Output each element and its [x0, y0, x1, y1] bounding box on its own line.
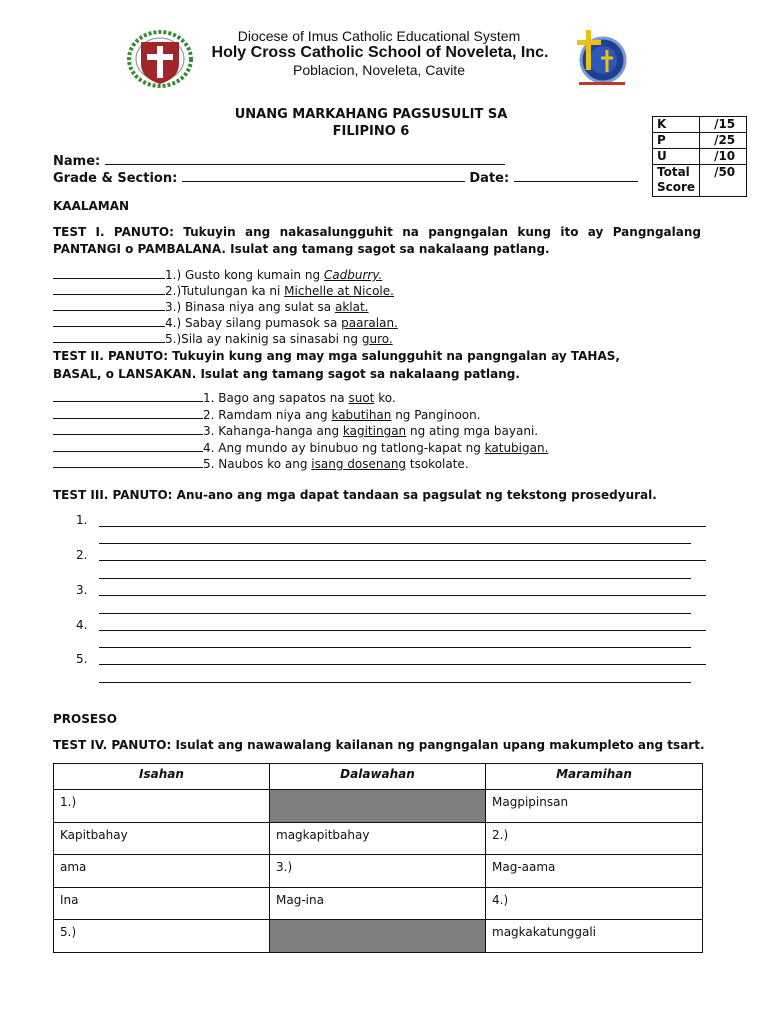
list-item [53, 316, 398, 332]
answer-blank[interactable] [53, 300, 165, 311]
table-cell[interactable]: 4.) [486, 887, 703, 920]
item-text: ng ating mga bayani. [406, 424, 539, 438]
score-label: K [653, 117, 700, 133]
test3-number: 4. [76, 618, 88, 632]
answer-blank[interactable] [53, 391, 203, 402]
score-table [652, 116, 747, 197]
score-row-total [653, 165, 747, 197]
item-text: 2. Ramdam niya ang [203, 407, 332, 422]
answer-line[interactable] [99, 565, 691, 579]
column-header-maramihan: Maramihan [486, 764, 703, 790]
answer-blank[interactable] [53, 441, 203, 452]
test2-items [53, 391, 548, 474]
table-cell[interactable]: 5.) [54, 920, 270, 953]
table-cell: Magpipinsan [486, 790, 703, 823]
answer-line[interactable] [99, 530, 691, 544]
table-cell: ama [54, 855, 270, 888]
chart-header-row [54, 764, 703, 790]
column-header-isahan: Isahan [54, 764, 270, 790]
exam-title-line1: UNANG MARKAHANG PAGSUSULIT SA [234, 107, 508, 122]
list-item [53, 424, 548, 441]
underlined-noun: guro. [361, 332, 393, 346]
test1-instruction: TEST I. PANUTO: Tukuyin ang nakasalungguhit na pangngalan kung ito ay Pangngalang PANTANGI o PAMBALANA. Isulat ang tamang sagot sa nakalaang patlang. [53, 225, 701, 256]
name-label: Name: [53, 154, 101, 169]
test1-items [53, 268, 398, 348]
list-item [53, 391, 548, 408]
table-cell: Kapitbahay [54, 822, 270, 855]
underlined-noun: isang dosenang [311, 457, 407, 471]
score-row-k [653, 117, 747, 133]
grade-section-label: Grade & Section: [53, 171, 178, 186]
score-value: /50 [700, 165, 747, 197]
item-text: 5.)Sila ay nakinig sa sinasabi ng [165, 332, 362, 346]
table-row [54, 887, 703, 920]
table-cell[interactable]: 1.) [54, 790, 270, 823]
answer-line[interactable] [99, 651, 706, 665]
test3-instruction: TEST III. PANUTO: Anu-ano ang mga dapat tandaan sa pagsulat ng tekstong prosedyural. [53, 488, 657, 502]
shaded-cell [270, 790, 486, 823]
shaded-cell [270, 920, 486, 953]
table-row [54, 920, 703, 953]
date-label: Date: [469, 171, 510, 186]
grade-row [53, 171, 638, 186]
underlined-noun: aklat. [334, 300, 369, 314]
answer-line[interactable] [99, 547, 706, 561]
table-cell: Mag-aama [486, 855, 703, 888]
section-kaalaman: KAALAMAN [53, 199, 130, 213]
answer-blank[interactable] [53, 268, 165, 279]
score-label: Total Score [653, 165, 700, 197]
item-text: 1.) Gusto kong kumain ng [165, 268, 324, 282]
underlined-noun: Michelle at Nicole. [284, 284, 394, 298]
underlined-noun: kabutihan [331, 407, 392, 422]
answer-blank[interactable] [53, 424, 203, 435]
score-value: /15 [700, 117, 747, 133]
test3-number: 2. [76, 548, 88, 562]
section-proseso: PROSESO [53, 712, 117, 726]
answer-line[interactable] [99, 513, 706, 527]
answer-line[interactable] [99, 669, 691, 683]
diocese-name: Diocese of Imus Catholic Educational System [237, 28, 521, 44]
table-cell[interactable]: 3.) [270, 855, 486, 888]
test3-number: 1. [76, 513, 88, 527]
column-header-dalawahan: Dalawahan [270, 764, 486, 790]
table-row [54, 822, 703, 855]
answer-line[interactable] [99, 617, 706, 631]
date-field[interactable] [514, 171, 638, 182]
list-item [53, 284, 398, 300]
table-cell: magkakatunggali [486, 920, 703, 953]
item-text: 2.)Tutulungan ka ni [165, 284, 285, 298]
item-text: 1. Bago ang sapatos na [203, 391, 349, 405]
score-label: P [653, 133, 700, 149]
exam-title-line2: FILIPINO 6 [332, 124, 410, 139]
score-row-p [653, 133, 747, 149]
school-address: Poblacion, Noveleta, Cavite [293, 62, 465, 78]
underlined-noun: katubigan. [484, 440, 549, 455]
test2-instruction: TEST II. PANUTO: Tukuyin kung ang may mga salungguhit na pangngalan ay TAHAS, BASAL, o LANSAKAN. Isulat ang tamang sagot sa nakalaang patlang. [53, 349, 620, 381]
table-cell: Ina [54, 887, 270, 920]
score-value: /10 [700, 149, 747, 165]
list-item [53, 268, 398, 284]
underlined-noun: Cadburry. [323, 268, 383, 282]
grade-section-field[interactable] [182, 171, 465, 182]
answer-blank[interactable] [53, 408, 203, 419]
score-value: /25 [700, 133, 747, 149]
list-item [53, 457, 548, 474]
school-name: Holy Cross Catholic School of Noveleta, Inc. [211, 44, 549, 61]
table-row [54, 790, 703, 823]
item-text: 3.) Binasa niya ang sulat sa [165, 300, 335, 314]
item-text: ng Panginoon. [391, 407, 481, 422]
score-label: U [653, 149, 700, 165]
item-text: 5. Naubos ko ang [203, 457, 312, 471]
name-field[interactable] [105, 154, 505, 165]
item-text: tsokolate. [406, 457, 469, 471]
answer-blank[interactable] [53, 457, 203, 468]
answer-line[interactable] [99, 600, 691, 614]
answer-line[interactable] [99, 634, 691, 648]
answer-blank[interactable] [53, 332, 165, 343]
list-item [53, 441, 548, 458]
list-item [53, 332, 398, 348]
answer-line[interactable] [99, 582, 706, 596]
item-text: 4. Ang mundo ay binubuo ng tatlong-kapat ng [203, 440, 485, 455]
name-row [53, 154, 505, 169]
table-cell: magkapitbahay [270, 822, 486, 855]
item-text: 3. Kahanga-hanga ang [203, 424, 343, 438]
list-item [53, 408, 548, 425]
table-row [54, 855, 703, 888]
underlined-noun: kagitingan [342, 424, 407, 438]
kailanan-chart [53, 763, 703, 953]
test3-number: 3. [76, 583, 88, 597]
table-cell[interactable]: 2.) [486, 822, 703, 855]
table-cell: Mag-ina [270, 887, 486, 920]
underlined-noun: paaralan. [341, 316, 398, 330]
list-item [53, 300, 398, 316]
item-text: 4.) Sabay silang pumasok sa [165, 316, 342, 330]
answer-blank[interactable] [53, 316, 165, 327]
test3-number: 5. [76, 652, 88, 666]
answer-blank[interactable] [53, 284, 165, 295]
score-row-u [653, 149, 747, 165]
underlined-noun: suot [348, 391, 375, 405]
item-text: ko. [374, 391, 396, 405]
test4-instruction: TEST IV. PANUTO: Isulat ang nawawalang kailanan ng pangngalan upang makumpleto ang tsart. [53, 738, 705, 752]
